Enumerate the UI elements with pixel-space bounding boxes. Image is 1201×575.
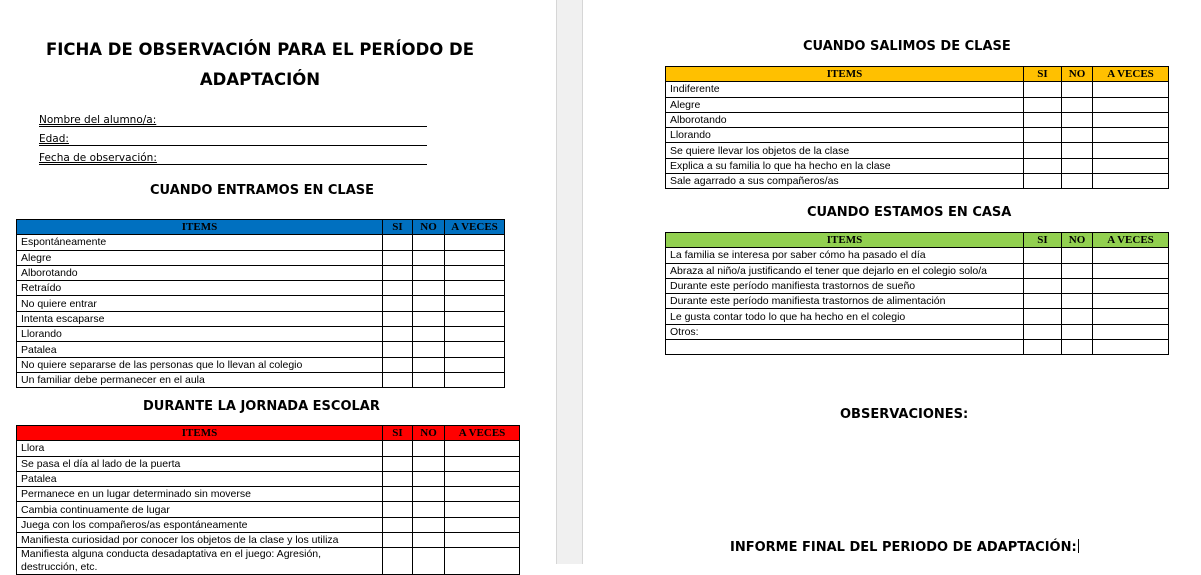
column-header-a-veces: A VECES	[445, 426, 520, 441]
checkbox-cell-no[interactable]	[1062, 340, 1093, 355]
table-row	[17, 235, 505, 250]
field-line	[39, 164, 427, 165]
checkbox-cell-a-veces[interactable]	[445, 502, 520, 517]
checkbox-cell-no[interactable]	[413, 372, 445, 387]
column-header-items: ITEMS	[17, 426, 383, 441]
checkbox-cell-no[interactable]	[413, 441, 445, 456]
checkbox-cell-no[interactable]	[413, 250, 445, 265]
checkbox-cell-a-veces[interactable]	[1093, 309, 1169, 324]
column-header-no: NO	[413, 220, 445, 235]
item-label: Manifiesta alguna conducta desadaptativa en el juego: Agresión, destrucción, etc.	[17, 548, 383, 575]
table-row	[666, 324, 1169, 339]
checkbox-cell-si[interactable]	[1024, 309, 1062, 324]
item-label: Explica a su familia lo que ha hecho en la clase	[666, 158, 1024, 173]
informe-final-heading[interactable]	[730, 539, 1079, 555]
table-row	[17, 250, 505, 265]
item-label: Alborotando	[666, 112, 1024, 127]
checkbox-cell-a-veces[interactable]	[445, 533, 520, 548]
table-row	[666, 248, 1169, 263]
item-label: Sale agarrado a sus compañeros/as	[666, 174, 1024, 189]
checkbox-cell-si[interactable]	[1024, 82, 1062, 97]
checkbox-cell-no[interactable]	[413, 487, 445, 502]
checkbox-cell-a-veces[interactable]	[1093, 294, 1169, 309]
item-label: Durante este período manifiesta trastornos de alimentación	[666, 294, 1024, 309]
checkbox-cell-a-veces[interactable]	[1093, 324, 1169, 339]
checkbox-cell-si[interactable]	[1024, 278, 1062, 293]
checkbox-cell-no[interactable]	[413, 357, 445, 372]
field-nombre[interactable]	[39, 112, 427, 128]
item-label: Alborotando	[17, 265, 383, 280]
table-row	[17, 342, 505, 357]
checkbox-cell-si[interactable]	[383, 533, 413, 548]
field-edad[interactable]	[39, 131, 427, 147]
table-row	[17, 517, 520, 532]
item-label: Se quiere llevar los objetos de la clase	[666, 143, 1024, 158]
checkbox-cell-no[interactable]	[1062, 294, 1093, 309]
checkbox-cell-a-veces[interactable]	[445, 548, 520, 575]
item-label: Indiferente	[666, 82, 1024, 97]
column-header-a-veces: A VECES	[445, 220, 505, 235]
table-jornada	[16, 425, 520, 575]
checkbox-cell-no[interactable]	[413, 471, 445, 486]
table-row	[17, 265, 505, 280]
checkbox-cell-a-veces[interactable]	[1093, 340, 1169, 355]
checkbox-cell-no[interactable]	[413, 517, 445, 532]
table-row	[17, 357, 505, 372]
item-label: Llora	[17, 441, 383, 456]
checkbox-cell-a-veces[interactable]	[445, 487, 520, 502]
table-header-row	[17, 426, 520, 441]
checkbox-cell-si[interactable]	[383, 517, 413, 532]
field-fecha-label: Fecha de observación:	[39, 152, 157, 164]
table-row	[666, 294, 1169, 309]
checkbox-cell-si[interactable]	[1024, 158, 1062, 173]
item-label: Se pasa el día al lado de la puerta	[17, 456, 383, 471]
checkbox-cell-no[interactable]	[413, 296, 445, 311]
checkbox-cell-si[interactable]	[383, 311, 413, 326]
column-header-items: ITEMS	[666, 67, 1024, 82]
section-heading-casa: CUANDO ESTAMOS EN CASA	[807, 205, 1012, 220]
table-row	[666, 112, 1169, 127]
checkbox-cell-a-veces[interactable]	[445, 517, 520, 532]
field-line	[39, 145, 427, 146]
table-entramos	[16, 219, 505, 388]
checkbox-cell-no[interactable]	[413, 456, 445, 471]
table-row	[666, 82, 1169, 97]
checkbox-cell-no[interactable]	[1062, 97, 1093, 112]
table-row	[666, 143, 1169, 158]
table-row	[17, 372, 505, 387]
checkbox-cell-no[interactable]	[1062, 309, 1093, 324]
checkbox-cell-no[interactable]	[413, 548, 445, 575]
item-label: Espontáneamente	[17, 235, 383, 250]
table-row	[666, 278, 1169, 293]
item-label: Alegre	[666, 97, 1024, 112]
checkbox-cell-a-veces[interactable]	[1093, 128, 1169, 143]
checkbox-cell-si[interactable]	[1024, 174, 1062, 189]
table-row	[666, 128, 1169, 143]
checkbox-cell-si[interactable]	[383, 372, 413, 387]
checkbox-cell-a-veces[interactable]	[445, 265, 505, 280]
checkbox-cell-no[interactable]	[413, 265, 445, 280]
checkbox-cell-si[interactable]	[383, 235, 413, 250]
table-salimos	[665, 66, 1169, 189]
item-label: Manifiesta curiosidad por conocer los objetos de la clase y los utiliza	[17, 533, 383, 548]
document-page-right	[583, 0, 1201, 564]
table-row	[17, 441, 520, 456]
checkbox-cell-a-veces[interactable]	[445, 250, 505, 265]
item-label: Cambia continuamente de lugar	[17, 502, 383, 517]
column-header-no: NO	[1062, 233, 1093, 248]
column-header-si: SI	[383, 220, 413, 235]
checkbox-cell-no[interactable]	[1062, 278, 1093, 293]
table-row	[17, 502, 520, 517]
checkbox-cell-no[interactable]	[413, 235, 445, 250]
checkbox-cell-si[interactable]	[383, 327, 413, 342]
checkbox-cell-si[interactable]	[1024, 112, 1062, 127]
checkbox-cell-no[interactable]	[413, 533, 445, 548]
checkbox-cell-si[interactable]	[1024, 294, 1062, 309]
item-label: No quiere entrar	[17, 296, 383, 311]
checkbox-cell-a-veces[interactable]	[445, 281, 505, 296]
item-label: Un familiar debe permanecer en el aula	[17, 372, 383, 387]
checkbox-cell-no[interactable]	[1062, 82, 1093, 97]
checkbox-cell-si[interactable]	[383, 487, 413, 502]
checkbox-cell-si[interactable]	[383, 502, 413, 517]
checkbox-cell-si[interactable]	[383, 441, 413, 456]
page-gutter	[556, 0, 583, 564]
table-row	[17, 296, 505, 311]
item-label: Durante este período manifiesta trastornos de sueño	[666, 278, 1024, 293]
checkbox-cell-a-veces[interactable]	[445, 235, 505, 250]
table-row	[666, 97, 1169, 112]
checkbox-cell-si[interactable]	[1024, 143, 1062, 158]
item-label: Retraído	[17, 281, 383, 296]
checkbox-cell-si[interactable]	[383, 471, 413, 486]
table-row	[17, 311, 505, 326]
item-label: Abraza al niño/a justificando el tener que dejarlo en el colegio solo/a	[666, 263, 1024, 278]
checkbox-cell-no[interactable]	[413, 311, 445, 326]
checkbox-cell-a-veces[interactable]	[445, 372, 505, 387]
item-label: Le gusta contar todo lo que ha hecho en el colegio	[666, 309, 1024, 324]
checkbox-cell-a-veces[interactable]	[1093, 263, 1169, 278]
section-heading-entramos: CUANDO ENTRAMOS EN CLASE	[150, 183, 374, 198]
checkbox-cell-a-veces[interactable]	[445, 327, 505, 342]
checkbox-cell-si[interactable]	[383, 456, 413, 471]
checkbox-cell-si[interactable]	[1024, 128, 1062, 143]
table-row	[666, 158, 1169, 173]
checkbox-cell-si[interactable]	[383, 296, 413, 311]
checkbox-cell-no[interactable]	[1062, 263, 1093, 278]
checkbox-cell-a-veces[interactable]	[1093, 143, 1169, 158]
checkbox-cell-a-veces[interactable]	[445, 441, 520, 456]
checkbox-cell-a-veces[interactable]	[445, 296, 505, 311]
table-casa	[665, 232, 1169, 355]
table-row	[17, 548, 520, 575]
checkbox-cell-a-veces[interactable]	[445, 456, 520, 471]
column-header-si: SI	[1024, 67, 1062, 82]
table-row	[666, 174, 1169, 189]
checkbox-cell-no[interactable]	[413, 342, 445, 357]
checkbox-cell-si[interactable]	[1024, 97, 1062, 112]
checkbox-cell-no[interactable]	[1062, 128, 1093, 143]
table-row	[17, 487, 520, 502]
observaciones-heading: OBSERVACIONES:	[840, 407, 969, 422]
checkbox-cell-a-veces[interactable]	[1093, 158, 1169, 173]
section-heading-jornada: DURANTE LA JORNADA ESCOLAR	[143, 399, 380, 414]
field-nombre-label: Nombre del alumno/a:	[39, 114, 157, 126]
checkbox-cell-si[interactable]	[383, 265, 413, 280]
checkbox-cell-a-veces[interactable]	[445, 471, 520, 486]
item-label: Patalea	[17, 471, 383, 486]
column-header-items: ITEMS	[666, 233, 1024, 248]
column-header-a-veces: A VECES	[1093, 67, 1169, 82]
table-row	[666, 263, 1169, 278]
checkbox-cell-si[interactable]	[383, 342, 413, 357]
column-header-no: NO	[413, 426, 445, 441]
table-row	[17, 281, 505, 296]
checkbox-cell-a-veces[interactable]	[1093, 174, 1169, 189]
column-header-items: ITEMS	[17, 220, 383, 235]
item-label: Permanece en un lugar determinado sin moverse	[17, 487, 383, 502]
checkbox-cell-a-veces[interactable]	[1093, 278, 1169, 293]
checkbox-cell-a-veces[interactable]	[1093, 112, 1169, 127]
table-row	[17, 533, 520, 548]
checkbox-cell-no[interactable]	[1062, 174, 1093, 189]
checkbox-cell-si[interactable]	[383, 281, 413, 296]
table-header-row	[17, 220, 505, 235]
table-row	[666, 340, 1169, 355]
item-label	[666, 340, 1024, 355]
checkbox-cell-no[interactable]	[413, 281, 445, 296]
section-heading-salimos: CUANDO SALIMOS DE CLASE	[803, 39, 1011, 54]
checkbox-cell-si[interactable]	[1024, 248, 1062, 263]
column-header-no: NO	[1062, 67, 1093, 82]
checkbox-cell-si[interactable]	[383, 548, 413, 575]
column-header-a-veces: A VECES	[1093, 233, 1169, 248]
informe-final-label: INFORME FINAL DEL PERIODO DE ADAPTACIÓN:	[730, 540, 1077, 555]
checkbox-cell-a-veces[interactable]	[1093, 97, 1169, 112]
checkbox-cell-si[interactable]	[1024, 340, 1062, 355]
field-fecha[interactable]	[39, 150, 427, 166]
checkbox-cell-a-veces[interactable]	[1093, 248, 1169, 263]
checkbox-cell-a-veces[interactable]	[445, 342, 505, 357]
checkbox-cell-no[interactable]	[1062, 158, 1093, 173]
checkbox-cell-si[interactable]	[383, 357, 413, 372]
item-label: La familia se interesa por saber cómo ha pasado el día	[666, 248, 1024, 263]
document-title-line-1: FICHA DE OBSERVACIÓN PARA EL PERÍODO DE	[45, 40, 475, 59]
column-header-si: SI	[1024, 233, 1062, 248]
checkbox-cell-no[interactable]	[1062, 248, 1093, 263]
checkbox-cell-si[interactable]	[1024, 324, 1062, 339]
checkbox-cell-a-veces[interactable]	[445, 357, 505, 372]
item-label: Juega con los compañeros/as espontáneamente	[17, 517, 383, 532]
table-row	[17, 471, 520, 486]
checkbox-cell-a-veces[interactable]	[1093, 82, 1169, 97]
item-label: Alegre	[17, 250, 383, 265]
checkbox-cell-no[interactable]	[1062, 143, 1093, 158]
checkbox-cell-no[interactable]	[1062, 112, 1093, 127]
item-label: Llorando	[666, 128, 1024, 143]
checkbox-cell-no[interactable]	[1062, 324, 1093, 339]
field-line	[39, 126, 427, 127]
item-label: No quiere separarse de las personas que lo llevan al colegio	[17, 357, 383, 372]
checkbox-cell-si[interactable]	[1024, 263, 1062, 278]
table-row	[666, 309, 1169, 324]
text-cursor	[1078, 539, 1079, 553]
checkbox-cell-si[interactable]	[383, 250, 413, 265]
table-row	[17, 327, 505, 342]
document-page-left	[0, 0, 556, 574]
table-row	[17, 456, 520, 471]
document-title-line-2: ADAPTACIÓN	[199, 70, 321, 89]
table-header-row	[666, 233, 1169, 248]
column-header-si: SI	[383, 426, 413, 441]
checkbox-cell-no[interactable]	[413, 502, 445, 517]
checkbox-cell-a-veces[interactable]	[445, 311, 505, 326]
field-edad-label: Edad:	[39, 133, 69, 145]
checkbox-cell-no[interactable]	[413, 327, 445, 342]
item-label: Otros:	[666, 324, 1024, 339]
item-label: Intenta escaparse	[17, 311, 383, 326]
item-label: Patalea	[17, 342, 383, 357]
table-header-row	[666, 67, 1169, 82]
item-label: Llorando	[17, 327, 383, 342]
